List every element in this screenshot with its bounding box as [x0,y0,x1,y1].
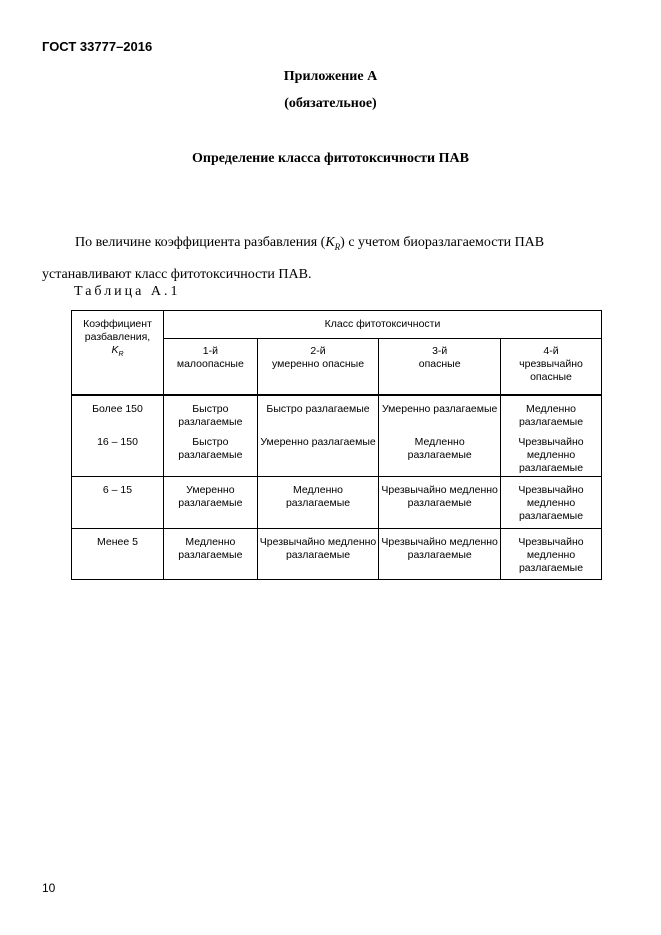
paragraph-line-2: устанавливают класс фитотоксичности ПАВ. [42,266,312,282]
section-title: Определение класса фитотоксичности ПАВ [192,151,469,166]
class-number: 3-й [432,345,448,357]
table-cell: Медленно разлагаемые [164,529,258,580]
header-coefficient [72,311,164,396]
table-row [72,529,602,580]
row-coefficient: Более 150 [72,395,164,429]
table-cell: Медленно разлагаемые [379,429,501,477]
appendix-title: Приложение А [283,69,378,84]
table-cell: Чрезвычайно медленно разлагаемые [501,477,602,529]
class-number: 2-й [310,345,326,357]
table-cell: Чрезвычайно медленно разлагаемые [379,477,501,529]
row-coefficient: 6 – 15 [72,477,164,529]
table-row [72,477,602,529]
class-name: умеренно опасные [272,358,365,370]
symbol-subscript: R [334,241,341,252]
class-name: опасные [418,358,461,370]
phytotoxicity-table [71,310,602,580]
paragraph-line-1 [42,229,610,261]
class-number: 1-й [202,345,218,357]
table-cell: Быстро разлагаемые [257,395,379,429]
table-cell: Чрезвычайно медленно разлагаемые [257,529,379,580]
table-cell: Умеренно разлагаемые [379,395,501,429]
document-id: ГОСТ 33777–2016 [42,39,153,54]
row-coefficient: Менее 5 [72,529,164,580]
header-class-4 [501,339,602,396]
header-class-3 [379,339,501,396]
row-coefficient: 16 – 150 [72,429,164,477]
symbol-subscript: R [118,351,124,359]
table-header-row [72,311,602,339]
class-name: чрезвычайно опасные [519,358,583,383]
header-class: Класс фитотоксичности [164,311,602,339]
table-row [72,429,602,477]
page-number: 10 [42,881,56,895]
table-cell: Медленно разлагаемые [257,477,379,529]
class-number: 4-й [543,345,559,357]
header-class-2 [257,339,379,396]
table-cell: Быстро разлагаемые [164,429,258,477]
table-cell: Чрезвычайно медленно разлагаемые [501,429,602,477]
symbol-k: K [111,344,119,356]
table-cell: Чрезвычайно медленно разлагаемые [501,529,602,580]
paragraph-text: ) с учетом биоразлагаемости ПАВ [340,235,545,250]
table-caption: Таблица А.1 [74,284,181,299]
table-cell: Медленно разлагаемые [501,395,602,429]
appendix-subtitle: (обязательное) [284,96,377,111]
table-cell: Умеренно разлагаемые [257,429,379,477]
header-coefficient-label: Коэффициент разбавления, [83,318,152,343]
table-cell: Быстро разлагаемые [164,395,258,429]
table-cell: Чрезвычайно медленно разлагаемые [379,529,501,580]
class-name: малоопасные [176,358,244,370]
symbol-k: K [325,235,335,250]
paragraph-text: По величине коэффициента разбавления ( [75,235,326,250]
table-row [72,395,602,429]
header-class-1 [164,339,258,396]
table-cell: Умеренно разлагаемые [164,477,258,529]
body-paragraph [42,229,610,289]
